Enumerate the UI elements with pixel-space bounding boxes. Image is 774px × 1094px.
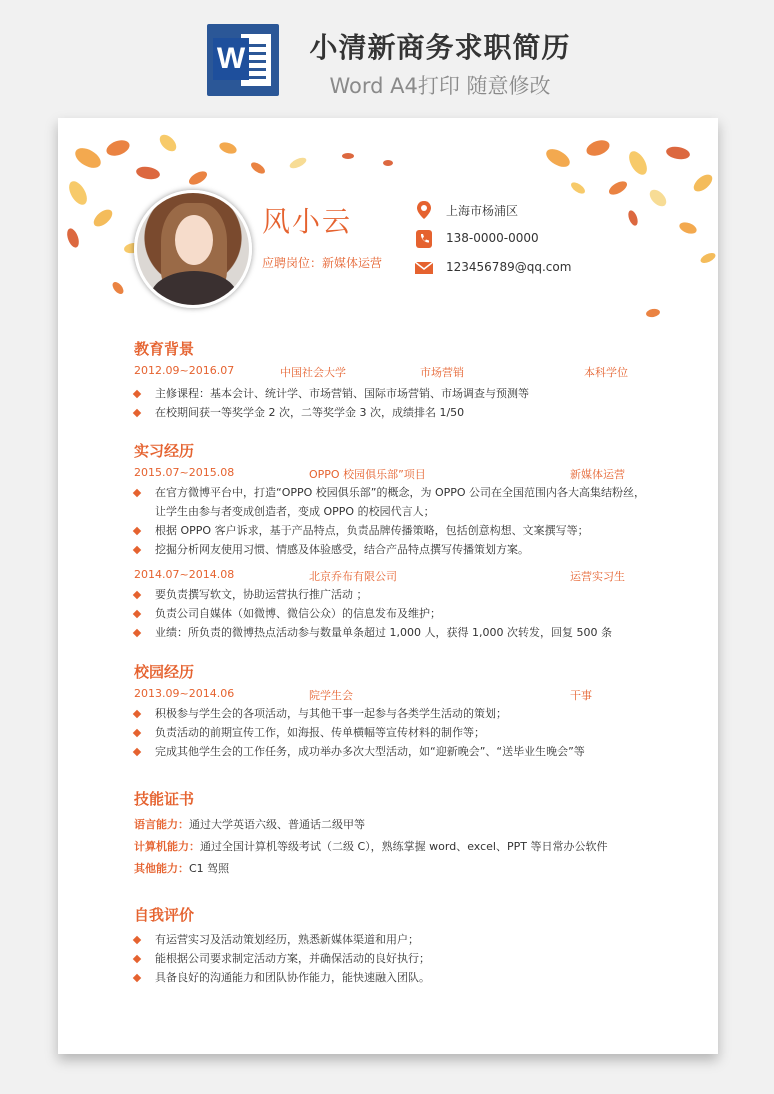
email-text: 123456789@qq.com	[446, 260, 572, 274]
resume-page: 风小云 应聘岗位：新媒体运营 上海市杨浦区 138-0000-0000 123456789@qq.com 教育背景 2012.09~2016.07 中国社会大学 市场营销 本科学位 主修课程：基本会计、统计学、市场营销、国际市场营销、市场调查与预测等 在校期间获一等奖学金 2 次，二等奖学金 3 次，成绩排名 1/50 实习经历 2015.07~2015.08 OPPO 校园俱乐部”项目 新媒体运营 在官方微博平台中，打造“OPPO 校园俱乐部”的概念，为 OPPO 公司在全国范围内各大高集结粉丝， 让学生由参与者变成创造者，变成 OPPO 的校园代言人； 根据 OPPO 客户诉求，基于产品特点，负责品牌传播策略，包括创意构想、文案撰写等； 挖掘分析网友使用习惯、情感及体验感受，结合产品特点撰写传播策划方案。 2014.07~2014.08 北京乔布有限公司 运营实习生 要负责撰写软文，协助运营执行推广活动 ； 负责公司自媒体（如微博、微信公众）的信息发布及维护； 业绩：所负责的微博热点活动参与数量单条超过 1,000 人，获得 1,000 次转发，回复 500 条 校园经历 2013.09~2014.06 院学生会 干事 积极参与学生会的各项活动，与其他干事一起参与各类学生活动的策划； 负责活动的前期宣传工作，如海报、传单横幅等宣传材料的制作等； 完成其他学生会的工作任务，成功举办多次大型活动，如“迎新晚会”、“送毕业生晚会”等 技能证书 语言能力：通过大学英语六级、普通话二级甲等 计算机能力：通过全国计算机等级考试（二级 C），熟练掌握 word、excel、PPT 等日常办公软件 其他能力：C1 驾照 自我评价 有运营实习及活动策划经历，熟悉新媒体渠道和用户； 能根据公司要求制定活动方案，并确保活动的良好执行； 具备良好的沟通能力和团队协作能力，能快速融入团队。	[58, 118, 718, 1054]
section-title-self: 自我评价	[134, 906, 195, 924]
location-pin-icon	[414, 200, 434, 220]
education-degree: 本科学位	[584, 366, 628, 379]
header-banner	[0, 0, 774, 118]
section-title-education: 教育背景	[134, 340, 195, 358]
education-major: 市场营销	[420, 366, 464, 379]
education-head	[134, 364, 634, 378]
mail-icon	[414, 258, 434, 278]
phone-text: 138-0000-0000	[446, 231, 539, 245]
education-date: 2012.09~2016.07	[134, 364, 235, 377]
skill-row-other: 其他能力：C1 驾照	[134, 862, 230, 875]
candidate-name: 风小云	[262, 205, 353, 238]
word-icon: W	[207, 24, 279, 96]
campus-head: 2013.09~2014.06 院学生会 干事	[134, 687, 592, 702]
section-title-skills: 技能证书	[134, 790, 195, 808]
banner-subtitle: Word A4打印 随意修改	[329, 74, 551, 98]
education-school: 中国社会大学	[280, 366, 346, 379]
section-title-internship: 实习经历	[134, 442, 195, 460]
profile-photo	[134, 190, 252, 308]
skill-row-language: 语言能力：通过大学英语六级、普通话二级甲等	[134, 818, 365, 831]
internship-head-1: 2015.07~2015.08 OPPO 校园俱乐部”项目 新媒体运营	[134, 466, 625, 481]
address-text: 上海市杨浦区	[446, 204, 519, 218]
banner-title: 小清新商务求职简历	[309, 31, 571, 64]
section-title-campus: 校园经历	[134, 663, 195, 681]
phone-icon	[414, 229, 434, 249]
job-target: 应聘岗位：新媒体运营	[262, 256, 383, 270]
skill-row-computer: 计算机能力：通过全国计算机等级考试（二级 C），熟练掌握 word、excel、PPT 等日常办公软件	[134, 840, 608, 853]
internship-head-2: 2014.07~2014.08 北京乔布有限公司 运营实习生	[134, 568, 625, 583]
